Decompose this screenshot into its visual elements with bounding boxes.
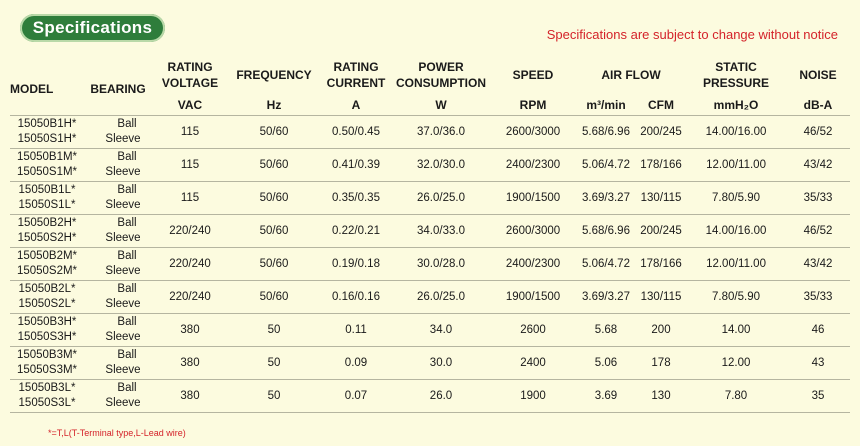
- voltage-cell: 115: [152, 116, 228, 149]
- model-code: 15050B3M*: [16, 349, 78, 361]
- power-cell: 30.0/28.0: [392, 248, 490, 281]
- bearing-type: Sleeve: [105, 364, 141, 376]
- model-cell: [10, 182, 84, 215]
- col-noise: NOISE: [799, 67, 837, 82]
- bearing-type: Ball: [117, 118, 137, 130]
- table-row: [10, 281, 850, 314]
- model-code: 15050B2H*: [17, 217, 77, 229]
- speed-cell: 2400/2300: [490, 248, 576, 281]
- model-code: 15050S3H*: [17, 331, 77, 343]
- bearing-type: Sleeve: [105, 265, 141, 277]
- airflow-m3-cell: 5.06/4.72: [576, 248, 636, 281]
- pressure-cell: 12.00/11.00: [686, 149, 786, 182]
- model-cell: [10, 248, 84, 281]
- table-row: [10, 380, 850, 413]
- bearing-type: Ball: [117, 151, 137, 163]
- noise-cell: 35/33: [786, 281, 850, 314]
- bearing-type: Ball: [117, 283, 137, 295]
- speed-cell: 2600: [490, 314, 576, 347]
- model-code: 15050S1M*: [16, 166, 78, 178]
- model-cell: [10, 281, 84, 314]
- model-code: 15050B2L*: [18, 283, 76, 295]
- speed-cell: 1900/1500: [490, 281, 576, 314]
- unit-power: W: [392, 95, 490, 116]
- airflow-m3-cell: 3.69/3.27: [576, 182, 636, 215]
- unit-speed: RPM: [490, 95, 576, 116]
- model-code: 15050S3M*: [16, 364, 78, 376]
- model-code: 15050S1H*: [17, 133, 77, 145]
- airflow-cfm-cell: 130/115: [636, 281, 686, 314]
- speed-cell: 1900/1500: [490, 182, 576, 215]
- power-cell: 30.0: [392, 347, 490, 380]
- airflow-m3-cell: 5.68: [576, 314, 636, 347]
- current-cell: 0.07: [320, 380, 392, 413]
- model-cell: [10, 380, 84, 413]
- pressure-cell: 14.00/16.00: [686, 215, 786, 248]
- bearing-cell: [84, 314, 152, 347]
- voltage-cell: 115: [152, 149, 228, 182]
- airflow-m3-cell: 5.06: [576, 347, 636, 380]
- current-cell: 0.35/0.35: [320, 182, 392, 215]
- bearing-type: Sleeve: [105, 199, 141, 211]
- power-cell: 34.0/33.0: [392, 215, 490, 248]
- frequency-cell: 50/60: [228, 248, 320, 281]
- airflow-cfm-cell: 130: [636, 380, 686, 413]
- airflow-m3-cell: 3.69: [576, 380, 636, 413]
- footnote: *=T,L(T-Terminal type,L-Lead wire): [48, 428, 186, 438]
- table-row: [10, 215, 850, 248]
- airflow-cfm-cell: 178/166: [636, 149, 686, 182]
- pressure-cell: 12.00: [686, 347, 786, 380]
- airflow-m3-cell: 5.06/4.72: [576, 149, 636, 182]
- bearing-type: Sleeve: [105, 298, 141, 310]
- pressure-cell: 14.00: [686, 314, 786, 347]
- voltage-cell: 380: [152, 314, 228, 347]
- airflow-m3-cell: 3.69/3.27: [576, 281, 636, 314]
- model-code: 15050B1H*: [17, 118, 77, 130]
- model-code: 15050S2H*: [17, 232, 77, 244]
- bearing-type: Ball: [117, 250, 137, 262]
- frequency-cell: 50: [228, 347, 320, 380]
- voltage-cell: 220/240: [152, 248, 228, 281]
- model-code: 15050B1M*: [16, 151, 78, 163]
- col-speed: SPEED: [512, 67, 554, 82]
- bearing-type: Ball: [117, 184, 137, 196]
- power-cell: 26.0: [392, 380, 490, 413]
- bearing-cell: [84, 281, 152, 314]
- frequency-cell: 50/60: [228, 215, 320, 248]
- airflow-cfm-cell: 178: [636, 347, 686, 380]
- airflow-cfm-cell: 178/166: [636, 248, 686, 281]
- bearing-type: Sleeve: [105, 166, 141, 178]
- power-cell: 37.0/36.0: [392, 116, 490, 149]
- speed-cell: 2600/3000: [490, 215, 576, 248]
- airflow-m3-cell: 5.68/6.96: [576, 215, 636, 248]
- table-row: [10, 182, 850, 215]
- voltage-cell: 220/240: [152, 215, 228, 248]
- unit-pressure: mmH₂O: [686, 95, 786, 116]
- unit-voltage: VAC: [152, 95, 228, 116]
- bearing-cell: [84, 182, 152, 215]
- unit-noise: dB-A: [786, 95, 850, 116]
- current-cell: 0.11: [320, 314, 392, 347]
- bearing-cell: [84, 347, 152, 380]
- airflow-cfm-cell: 130/115: [636, 182, 686, 215]
- col-frequency: FREQUENCY: [236, 67, 312, 82]
- power-cell: 26.0/25.0: [392, 281, 490, 314]
- current-cell: 0.19/0.18: [320, 248, 392, 281]
- frequency-cell: 50: [228, 314, 320, 347]
- unit-frequency: Hz: [228, 95, 320, 116]
- pressure-cell: 7.80/5.90: [686, 182, 786, 215]
- model-cell: [10, 149, 84, 182]
- col-pressure: STATIC PRESSURE: [703, 59, 770, 90]
- model-code: 15050B3H*: [17, 316, 77, 328]
- airflow-cfm-cell: 200: [636, 314, 686, 347]
- speed-cell: 2400/2300: [490, 149, 576, 182]
- pressure-cell: 7.80: [686, 380, 786, 413]
- model-code: 15050B3L*: [18, 382, 76, 394]
- airflow-cfm-cell: 200/245: [636, 215, 686, 248]
- model-code: 15050B2M*: [16, 250, 78, 262]
- col-bearing: BEARING: [84, 54, 152, 116]
- col-voltage: RATING VOLTAGE: [161, 59, 219, 90]
- bearing-cell: [84, 248, 152, 281]
- airflow-cfm-cell: 200/245: [636, 116, 686, 149]
- speed-cell: 2400: [490, 347, 576, 380]
- bearing-type: Ball: [117, 349, 137, 361]
- noise-cell: 46/52: [786, 215, 850, 248]
- current-cell: 0.16/0.16: [320, 281, 392, 314]
- bearing-type: Sleeve: [105, 331, 141, 343]
- frequency-cell: 50/60: [228, 281, 320, 314]
- current-cell: 0.09: [320, 347, 392, 380]
- table-row: [10, 149, 850, 182]
- unit-airflow-m3: m³/min: [576, 95, 636, 116]
- power-cell: 26.0/25.0: [392, 182, 490, 215]
- bearing-cell: [84, 215, 152, 248]
- power-cell: 34.0: [392, 314, 490, 347]
- col-power: POWER CONSUMPTION: [396, 59, 486, 90]
- pressure-cell: 14.00/16.00: [686, 116, 786, 149]
- table-row: [10, 347, 850, 380]
- bearing-cell: [84, 380, 152, 413]
- col-current: RATING CURRENT: [326, 59, 386, 90]
- pressure-cell: 12.00/11.00: [686, 248, 786, 281]
- table-row: [10, 314, 850, 347]
- current-cell: 0.50/0.45: [320, 116, 392, 149]
- noise-cell: 46/52: [786, 116, 850, 149]
- unit-current: A: [320, 95, 392, 116]
- bearing-type: Ball: [117, 382, 137, 394]
- model-code: 15050B1L*: [18, 184, 76, 196]
- voltage-cell: 380: [152, 347, 228, 380]
- current-cell: 0.22/0.21: [320, 215, 392, 248]
- frequency-cell: 50/60: [228, 116, 320, 149]
- bearing-type: Sleeve: [105, 397, 141, 409]
- bearing-type: Ball: [117, 316, 137, 328]
- noise-cell: 46: [786, 314, 850, 347]
- unit-airflow-cfm: CFM: [636, 95, 686, 116]
- voltage-cell: 380: [152, 380, 228, 413]
- model-cell: [10, 116, 84, 149]
- model-code: 15050S3L*: [18, 397, 76, 409]
- airflow-m3-cell: 5.68/6.96: [576, 116, 636, 149]
- col-model: MODEL: [10, 54, 84, 116]
- bearing-type: Sleeve: [105, 232, 141, 244]
- noise-cell: 43/42: [786, 149, 850, 182]
- model-cell: [10, 347, 84, 380]
- col-airflow: AIR FLOW: [601, 67, 661, 82]
- specifications-table: [10, 54, 850, 413]
- noise-cell: 43: [786, 347, 850, 380]
- frequency-cell: 50: [228, 380, 320, 413]
- frequency-cell: 50/60: [228, 182, 320, 215]
- section-title: Specifications: [20, 14, 165, 42]
- noise-cell: 35/33: [786, 182, 850, 215]
- model-code: 15050S2M*: [16, 265, 78, 277]
- voltage-cell: 220/240: [152, 281, 228, 314]
- change-notice: Specifications are subject to change without notice: [546, 27, 838, 42]
- speed-cell: 1900: [490, 380, 576, 413]
- model-cell: [10, 314, 84, 347]
- model-cell: [10, 215, 84, 248]
- power-cell: 32.0/30.0: [392, 149, 490, 182]
- table-row: [10, 248, 850, 281]
- noise-cell: 35: [786, 380, 850, 413]
- speed-cell: 2600/3000: [490, 116, 576, 149]
- bearing-cell: [84, 116, 152, 149]
- noise-cell: 43/42: [786, 248, 850, 281]
- bearing-type: Sleeve: [105, 133, 141, 145]
- table-row: [10, 116, 850, 149]
- bearing-cell: [84, 149, 152, 182]
- bearing-type: Ball: [117, 217, 137, 229]
- voltage-cell: 115: [152, 182, 228, 215]
- model-code: 15050S1L*: [18, 199, 76, 211]
- current-cell: 0.41/0.39: [320, 149, 392, 182]
- pressure-cell: 7.80/5.90: [686, 281, 786, 314]
- frequency-cell: 50/60: [228, 149, 320, 182]
- model-code: 15050S2L*: [18, 298, 76, 310]
